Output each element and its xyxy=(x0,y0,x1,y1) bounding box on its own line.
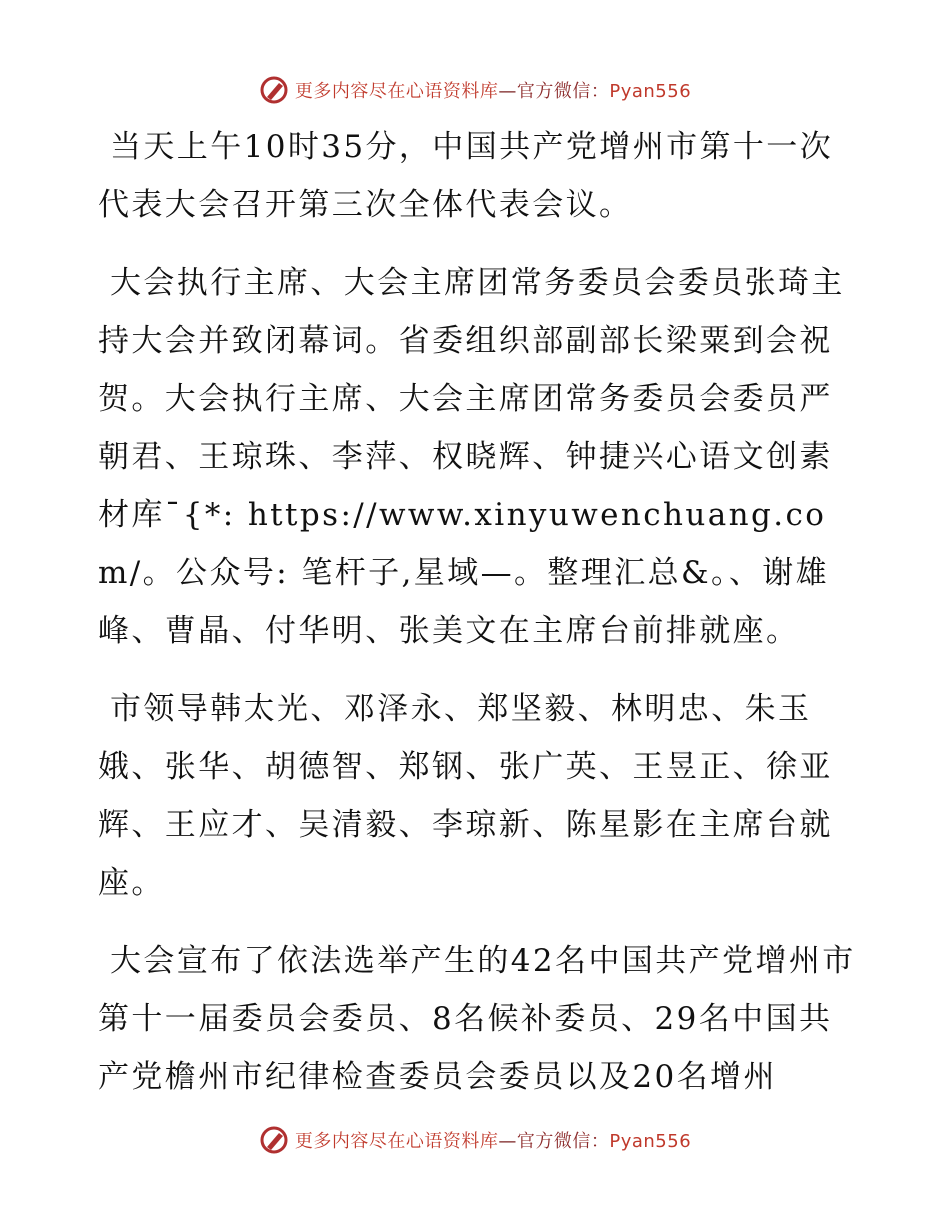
banner-wechat-id: Pyan556 xyxy=(609,81,692,102)
banner-dash: — xyxy=(498,1131,517,1152)
pen-logo-icon xyxy=(259,75,289,105)
banner-main-text: 更多内容尽在心语资料库 xyxy=(294,1131,499,1152)
watermark-banner-top xyxy=(0,70,950,110)
banner-dash: — xyxy=(498,81,517,102)
banner-text xyxy=(295,77,691,103)
paragraph-3: 市领导韩太光、邓泽永、郑坚毅、林明忠、朱玉娥、张华、胡德智、郑钢、张广英、王昱正、徐亚辉、王应才、吴清毅、李琼新、陈星影在主席台就座。 xyxy=(98,691,833,901)
banner-wechat-id: Pyan556 xyxy=(609,1131,692,1152)
banner-wechat-label: 官方微信： xyxy=(516,81,610,102)
paragraph-2: 大会执行主席、大会主席团常务委员会委员张琦主持大会并致闭幕词。省委组织部副部长梁粟到会祝贺。大会执行主席、大会主席团常务委员会委员严朝君、王琼珠、李萍、权晓辉、钟捷兴心语文创素材库¯{*: https://www.xinyuwenchuang.com/。公众号: 笔杆子,星域—。整理汇总&。、谢雄峰、曹晶、付华明、张美文在主席台前排就座。 xyxy=(98,265,845,649)
document-body xyxy=(98,118,858,1126)
pen-logo-icon xyxy=(259,1125,289,1155)
paragraph-4: 大会宣布了依法选举产生的42名中国共产党增州市第十一届委员会委员、8名候补委员、29名中国共产党檐州市纪律检查委员会委员以及20名增州 xyxy=(98,943,856,1095)
banner-wechat-label: 官方微信： xyxy=(516,1131,610,1152)
banner-main-text: 更多内容尽在心语资料库 xyxy=(294,81,499,102)
paragraph-1: 当天上午10时35分，中国共产党增州市第十一次代表大会召开第三次全体代表会议。 xyxy=(98,129,834,223)
banner-text xyxy=(295,1127,691,1153)
watermark-banner-bottom xyxy=(0,1120,950,1160)
